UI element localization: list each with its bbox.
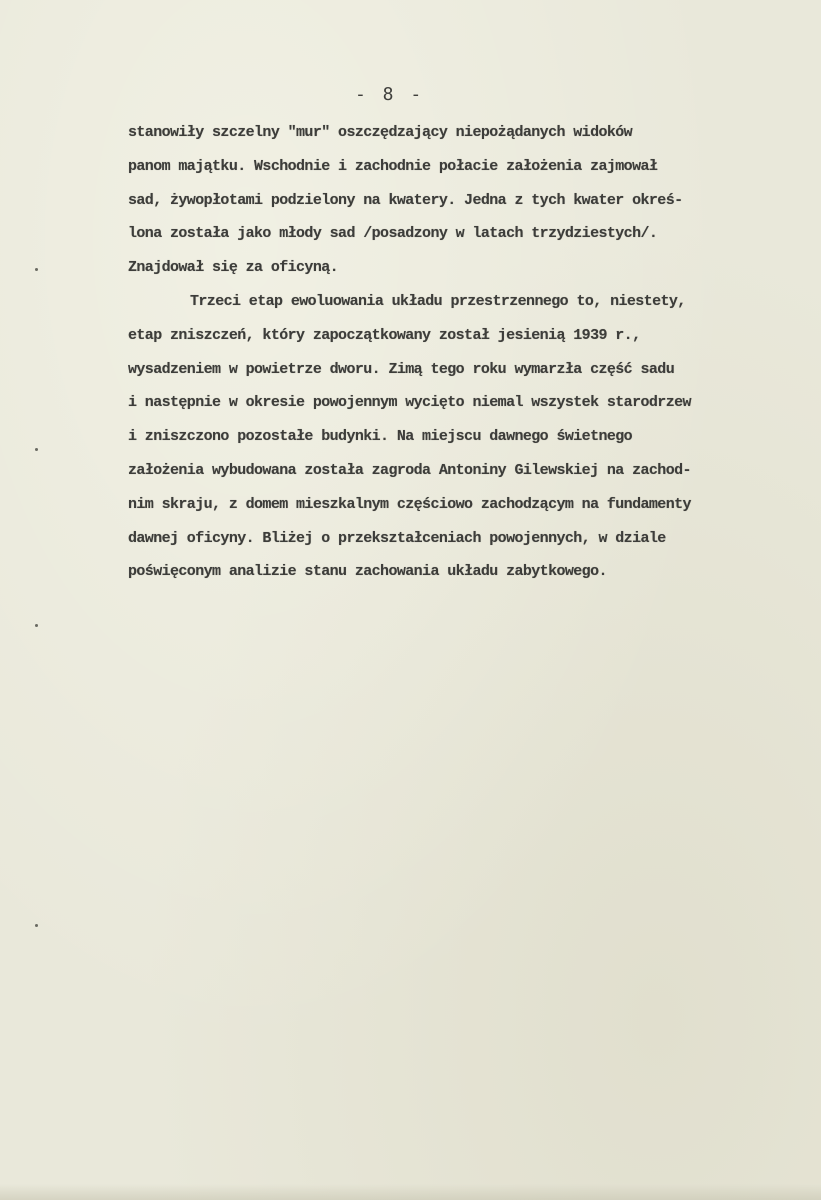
- text-line: Znajdował się za oficyną.: [128, 259, 339, 277]
- text-line: poświęconym analizie stanu zachowania układu zabytkowego.: [128, 563, 607, 581]
- margin-punch-mark: [35, 268, 38, 271]
- paper-edge-shading: [0, 1184, 821, 1200]
- paragraph-1: [128, 116, 818, 285]
- text-line: i następnie w okresie powojennym wycięto niemal wszystek starodrzew: [128, 394, 691, 412]
- text-line: etap zniszczeń, który zapoczątkowany został jesienią 1939 r.,: [128, 326, 641, 344]
- text-line: sad, żywopłotami podzielony na kwatery. Jedna z tych kwater okreś-: [128, 191, 683, 209]
- margin-punch-mark: [35, 624, 38, 627]
- text-line: lona została jako młody sad /posadzony w latach trzydziestych/.: [128, 225, 658, 243]
- paragraph-2: [128, 285, 818, 589]
- text-line: stanowiły szczelny "mur" oszczędzający niepożądanych widoków: [128, 124, 633, 141]
- text-line: panom majątku. Wschodnie i zachodnie połacie założenia zajmował: [128, 157, 658, 175]
- text-line: Trzeci etap ewoluowania układu przestrzennego to, niestety,: [190, 292, 686, 310]
- page-number: - 8 -: [355, 84, 425, 105]
- text-line: dawnej oficyny. Bliżej o przekształceniach powojennych, w dziale: [128, 529, 666, 547]
- text-line: założenia wybudowana została zagroda Antoniny Gilewskiej na zachod-: [128, 461, 691, 479]
- text-line: i zniszczono pozostałe budynki. Na miejscu dawnego świetnego: [128, 428, 633, 446]
- body-text: [128, 116, 818, 589]
- text-line: wysadzeniem w powietrze dworu. Zimą tego roku wymarzła część sadu: [128, 360, 675, 378]
- text-line: nim skraju, z domem mieszkalnym częściowo zachodzącym na fundamenty: [128, 495, 691, 513]
- margin-punch-mark: [35, 924, 38, 927]
- margin-punch-mark: [35, 448, 38, 451]
